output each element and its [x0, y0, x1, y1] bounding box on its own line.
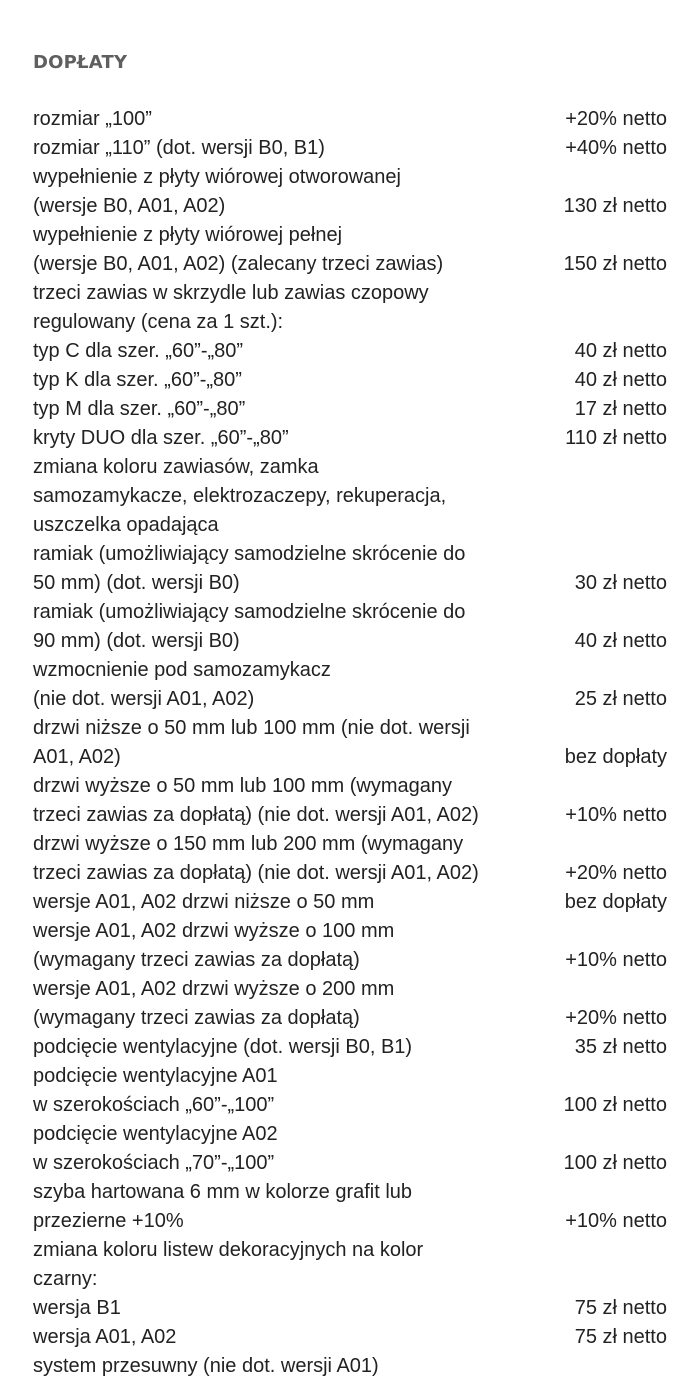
- surcharge-row: [33, 163, 667, 221]
- surcharge-row: [33, 134, 667, 163]
- surcharge-row: [33, 888, 667, 917]
- description-line: ramiak (umożliwiający samodzielne skrócenie do: [33, 543, 466, 565]
- surcharge-row: [33, 1120, 667, 1178]
- description-line: czarny:: [33, 1268, 98, 1290]
- description-line: system przesuwny (nie dot. wersji A01): [33, 1355, 379, 1377]
- description-line: zmiana koloru listew dekoracyjnych na kolor: [33, 1239, 424, 1261]
- surcharge-description: [33, 1120, 278, 1178]
- surcharge-row: [33, 1352, 667, 1381]
- surcharge-row: [33, 714, 667, 772]
- description-line: rozmiar „110” (dot. wersji B0, B1): [33, 137, 325, 159]
- surcharge-row: [33, 395, 667, 424]
- description-line: regulowany (cena za 1 szt.):: [33, 311, 284, 333]
- surcharge-description: [33, 163, 401, 221]
- surcharge-price: +40% netto: [565, 137, 667, 159]
- surcharge-description: [33, 772, 479, 830]
- surcharge-row: [33, 917, 667, 975]
- surcharge-price: 100 zł netto: [563, 1152, 667, 1174]
- surcharge-description: [33, 279, 429, 337]
- surcharge-list: [33, 105, 667, 1381]
- surcharge-row: [33, 453, 667, 540]
- description-line: wypełnienie z płyty wiórowej otworowanej: [33, 166, 401, 188]
- surcharge-description: [33, 1323, 176, 1352]
- surcharge-row: [33, 1236, 667, 1294]
- surcharge-row: [33, 1033, 667, 1062]
- surcharge-description: [33, 134, 325, 163]
- description-line: wersje A01, A02 drzwi niższe o 50 mm: [33, 891, 375, 913]
- description-line: wersja B1: [33, 1297, 121, 1319]
- surcharge-price: +10% netto: [565, 949, 667, 971]
- surcharge-description: [33, 917, 394, 975]
- surcharge-row: [33, 221, 667, 279]
- description-line: podcięcie wentylacyjne A02: [33, 1123, 278, 1145]
- section-heading: DOPŁATY: [33, 52, 128, 73]
- surcharge-price: bez dopłaty: [564, 891, 667, 913]
- surcharge-price: 75 zł netto: [574, 1326, 667, 1348]
- description-line: (nie dot. wersji A01, A02): [33, 688, 255, 710]
- surcharge-price: bez dopłaty: [564, 746, 667, 768]
- surcharge-price: 25 zł netto: [574, 688, 667, 710]
- surcharge-price: 110 zł netto: [565, 427, 667, 449]
- description-line: zmiana koloru zawiasów, zamka: [33, 456, 319, 478]
- description-line: typ C dla szer. „60”-„80”: [33, 340, 244, 362]
- description-line: wersje A01, A02 drzwi wyższe o 200 mm: [33, 978, 395, 1000]
- surcharge-price: +20% netto: [565, 862, 667, 884]
- description-line: trzeci zawias za dopłatą) (nie dot. wersji A01, A02): [33, 804, 479, 826]
- surcharge-price: 17 zł netto: [574, 398, 667, 420]
- surcharge-description: [33, 540, 465, 598]
- description-line: samozamykacze, elektrozaczepy, rekuperacja,: [33, 485, 447, 507]
- surcharge-description: [33, 1294, 121, 1323]
- description-line: wzmocnienie pod samozamykacz: [33, 659, 331, 681]
- surcharge-price: 40 zł netto: [574, 630, 667, 652]
- surcharge-description: [33, 1062, 278, 1120]
- description-line: drzwi wyższe o 50 mm lub 100 mm (wymagany: [33, 775, 453, 797]
- surcharge-row: [33, 366, 667, 395]
- surcharge-price: 100 zł netto: [563, 1094, 667, 1116]
- surcharge-price: +20% netto: [565, 108, 667, 130]
- surcharge-description: [33, 714, 470, 772]
- surcharge-price: 150 zł netto: [563, 253, 667, 275]
- surcharge-description: [33, 1178, 412, 1236]
- surcharge-price: +10% netto: [565, 804, 667, 826]
- description-line: drzwi niższe o 50 mm lub 100 mm (nie dot. wersji: [33, 717, 470, 739]
- description-line: rozmiar „100”: [33, 108, 152, 130]
- surcharge-price: 40 zł netto: [574, 369, 667, 391]
- surcharge-description: [33, 337, 243, 366]
- surcharge-description: [33, 453, 446, 540]
- surcharge-row: [33, 1062, 667, 1120]
- surcharge-description: [33, 395, 245, 424]
- surcharge-description: [33, 1352, 379, 1381]
- description-line: uszczelka opadająca: [33, 514, 219, 536]
- description-line: kryty DUO dla szer. „60”-„80”: [33, 427, 289, 449]
- surcharge-description: [33, 598, 465, 656]
- description-line: (wersje B0, A01, A02): [33, 195, 226, 217]
- surcharge-row: [33, 772, 667, 830]
- description-line: A01, A02): [33, 746, 121, 768]
- surcharge-description: [33, 888, 374, 917]
- description-line: typ K dla szer. „60”-„80”: [33, 369, 242, 391]
- surcharge-row: [33, 656, 667, 714]
- surcharge-row: [33, 279, 667, 337]
- description-line: szyba hartowana 6 mm w kolorze grafit lub: [33, 1181, 413, 1203]
- surcharge-row: [33, 830, 667, 888]
- description-line: wypełnienie z płyty wiórowej pełnej: [33, 224, 343, 246]
- description-line: typ M dla szer. „60”-„80”: [33, 398, 246, 420]
- description-line: przezierne +10%: [33, 1210, 184, 1232]
- description-line: trzeci zawias za dopłatą) (nie dot. wersji A01, A02): [33, 862, 479, 884]
- description-line: trzeci zawias w skrzydle lub zawias czopowy: [33, 282, 429, 304]
- surcharge-price: +10% netto: [565, 1210, 667, 1232]
- surcharge-description: [33, 366, 242, 395]
- description-line: wersja A01, A02: [33, 1326, 177, 1348]
- surcharge-description: [33, 424, 289, 453]
- surcharge-row: [33, 1323, 667, 1352]
- description-line: w szerokościach „60”-„100”: [33, 1094, 275, 1116]
- description-line: podcięcie wentylacyjne (dot. wersji B0, B1): [33, 1036, 413, 1058]
- surcharge-description: [33, 830, 479, 888]
- surcharge-price: 40 zł netto: [574, 340, 667, 362]
- description-line: podcięcie wentylacyjne A01: [33, 1065, 278, 1087]
- surcharge-row: [33, 540, 667, 598]
- surcharge-row: [33, 1294, 667, 1323]
- description-line: w szerokościach „70”-„100”: [33, 1152, 275, 1174]
- description-line: ramiak (umożliwiający samodzielne skrócenie do: [33, 601, 466, 623]
- description-line: drzwi wyższe o 150 mm lub 200 mm (wymagany: [33, 833, 464, 855]
- surcharge-description: [33, 656, 331, 714]
- surcharge-price: 75 zł netto: [574, 1297, 667, 1319]
- surcharge-row: [33, 598, 667, 656]
- surcharge-row: [33, 1178, 667, 1236]
- surcharge-price: +20% netto: [565, 1007, 667, 1029]
- description-line: (wersje B0, A01, A02) (zalecany trzeci zawias): [33, 253, 444, 275]
- surcharge-row: [33, 105, 667, 134]
- description-line: (wymagany trzeci zawias za dopłatą): [33, 1007, 360, 1029]
- description-line: wersje A01, A02 drzwi wyższe o 100 mm: [33, 920, 395, 942]
- surcharge-description: [33, 221, 443, 279]
- surcharge-price: 30 zł netto: [574, 572, 667, 594]
- surcharge-description: [33, 105, 152, 134]
- description-line: 90 mm) (dot. wersji B0): [33, 630, 240, 652]
- surcharge-description: [33, 1033, 412, 1062]
- surcharge-row: [33, 975, 667, 1033]
- surcharge-row: [33, 337, 667, 366]
- description-line: (wymagany trzeci zawias za dopłatą): [33, 949, 360, 971]
- surcharge-price: 130 zł netto: [563, 195, 667, 217]
- surcharge-description: [33, 1236, 423, 1294]
- surcharge-description: [33, 975, 394, 1033]
- description-line: 50 mm) (dot. wersji B0): [33, 572, 240, 594]
- surcharge-row: [33, 424, 667, 453]
- surcharge-price: 35 zł netto: [574, 1036, 667, 1058]
